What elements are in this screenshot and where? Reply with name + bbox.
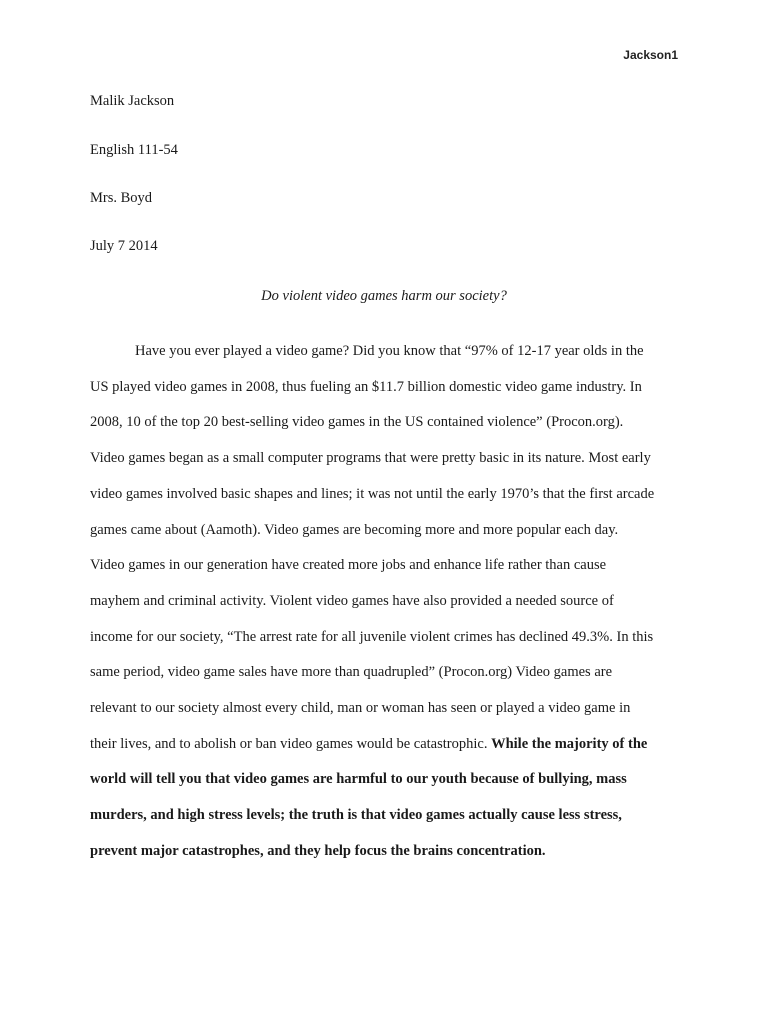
paragraph-line: games came about (Aamoth). Video games are becoming more and more popular each day.: [90, 521, 619, 538]
paragraph-text: their lives, and to abolish or ban video games would be catastrophic.: [90, 735, 492, 752]
paragraph-line: [90, 727, 680, 763]
essay-paragraph: [90, 334, 680, 870]
thesis-line: murders, and high stress levels; the truth is that video games actually cause less stress,: [90, 807, 622, 824]
paragraph-line: relevant to our society almost every child, man or woman has seen or played a video game in: [90, 700, 631, 717]
paragraph-line: Video games in our generation have created more jobs and enhance life rather than cause: [90, 557, 607, 574]
paragraph-line: US played video games in 2008, thus fueling an $11.7 billion domestic video game industry. In: [90, 378, 642, 395]
thesis-text: While the majority of the: [491, 735, 648, 752]
essay-title: Do violent video games harm our society?: [261, 288, 507, 304]
paragraph-line: Have you ever played a video game? Did you know that “97% of 12-17 year olds in the: [135, 343, 644, 359]
paragraph-line: mayhem and criminal activity. Violent video games have also provided a needed source of: [90, 592, 614, 609]
paragraph-line: income for our society, “The arrest rate for all juvenile violent crimes has declined 49.3%. In this: [90, 628, 654, 645]
course-name: English 111-54: [90, 142, 178, 158]
paragraph-line: Video games began as a small computer programs that were pretty basic in its nature. Most early: [90, 450, 651, 467]
paragraph-line: video games involved basic shapes and lines; it was not until the early 1970’s that the first arcade: [90, 485, 655, 502]
thesis-line: prevent major catastrophes, and they help focus the brains concentration.: [90, 842, 546, 859]
paragraph-line: 2008, 10 of the top 20 best-selling video games in the US contained violence” (Procon.org).: [90, 414, 624, 431]
author-name: Malik Jackson: [90, 93, 175, 109]
paragraph-line: same period, video game sales have more than quadrupled” (Procon.org) Video games are: [90, 664, 613, 681]
essay-date: July 7 2014: [90, 238, 158, 254]
thesis-line: world will tell you that video games are harmful to our youth because of bullying, mass: [90, 771, 627, 788]
instructor-name: Mrs. Boyd: [90, 190, 153, 206]
running-head: Jackson1: [623, 48, 678, 62]
